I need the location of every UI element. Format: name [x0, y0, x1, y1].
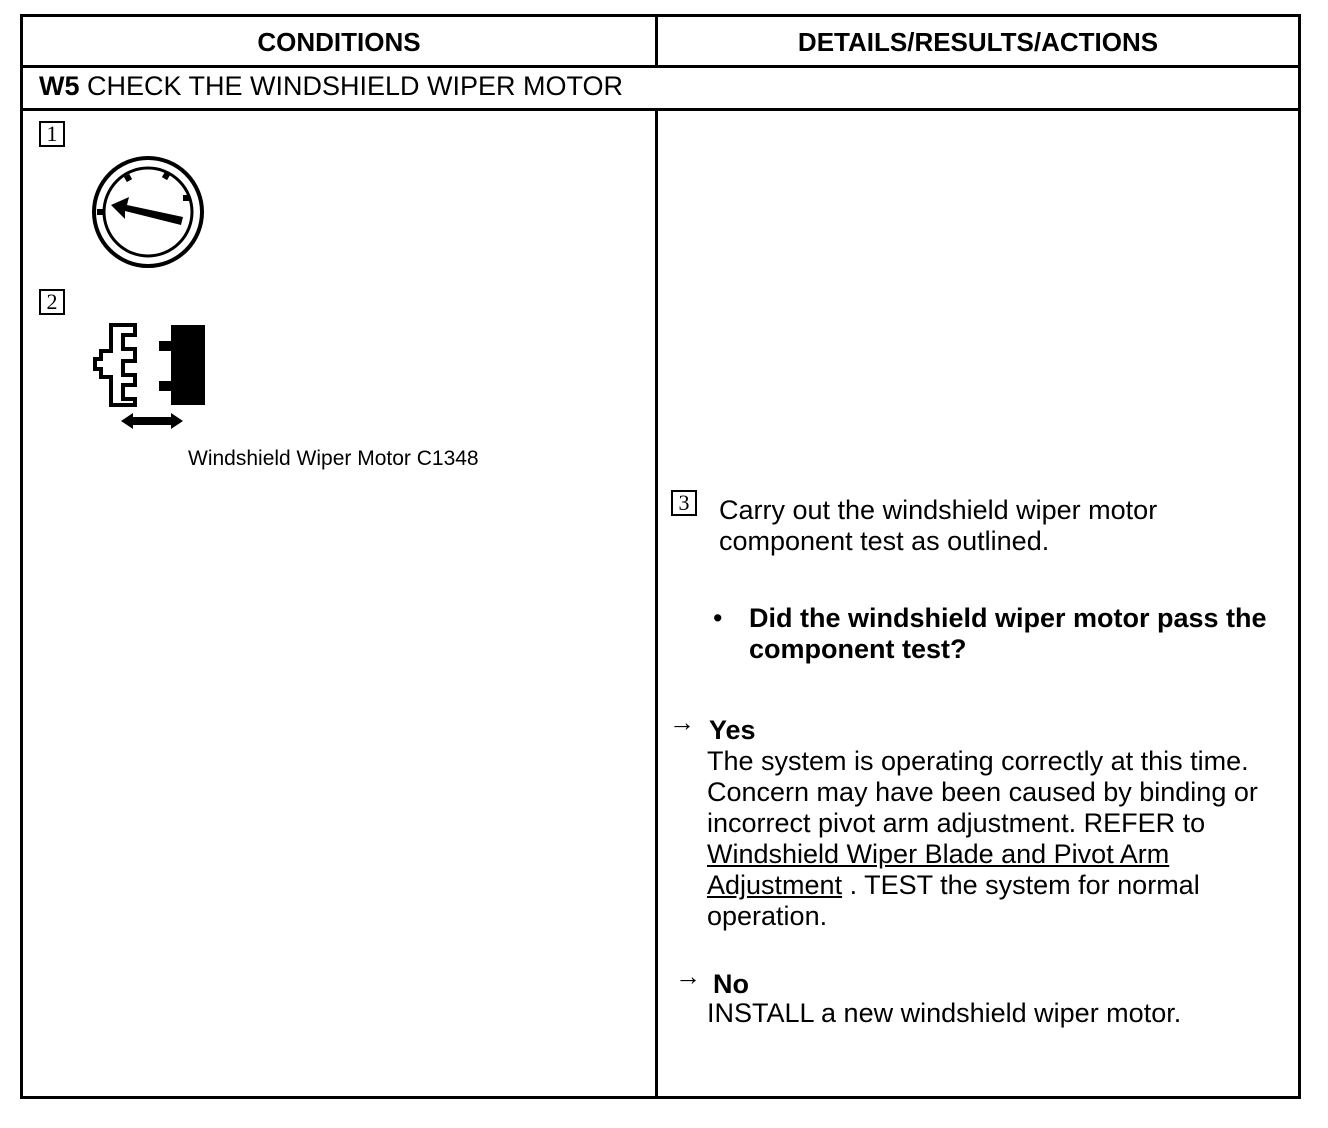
step-title-text: CHECK THE WINDSHIELD WIPER MOTOR	[79, 71, 624, 101]
step-number-box-1: 1	[39, 121, 65, 147]
instruction-text	[719, 495, 1157, 557]
wiper-adjustment-link-cont[interactable]: Adjustment	[707, 870, 843, 900]
question-line-2: component test?	[749, 634, 967, 664]
table-header	[23, 17, 1298, 68]
diagnostic-table	[20, 14, 1301, 1099]
yes-arrow-icon: →	[669, 707, 695, 737]
step-title	[23, 68, 1298, 111]
conditions-header: CONDITIONS	[257, 27, 421, 57]
figure-caption: Windshield Wiper Motor C1348	[188, 447, 479, 470]
instruction-line-1: Carry out the windshield wiper motor	[719, 495, 1158, 525]
wiper-adjustment-link[interactable]: Windshield Wiper Blade and Pivot Arm	[707, 839, 1170, 869]
step-code: W5	[39, 71, 80, 101]
yes-line-1: The system is operating correctly at this time.	[707, 746, 1249, 776]
yes-line-4-rest: . TEST the system for normal	[842, 870, 1200, 900]
connector-disconnect-icon	[89, 321, 209, 433]
yes-line-5: operation.	[707, 901, 828, 931]
column-divider	[655, 111, 658, 1096]
step-number-box-2: 2	[39, 289, 65, 315]
instruction-line-2: component test as outlined.	[719, 526, 1050, 556]
no-arrow-icon: →	[675, 961, 701, 991]
question-line-1: Did the windshield wiper motor pass the	[749, 603, 1267, 633]
question-text	[749, 603, 1267, 665]
ignition-switch-icon	[89, 153, 207, 271]
bullet: •	[713, 603, 723, 633]
yes-line-3: incorrect pivot arm adjustment. REFER to	[707, 808, 1206, 838]
yes-line-2: Concern may have been caused by binding or	[707, 777, 1258, 807]
step-number-box-3: 3	[671, 490, 697, 516]
no-label: No	[713, 969, 749, 999]
details-header: DETAILS/RESULTS/ACTIONS	[797, 27, 1159, 57]
yes-result-text	[707, 746, 1258, 932]
yes-label: Yes	[709, 715, 756, 745]
no-result-text: INSTALL a new windshield wiper motor.	[707, 998, 1182, 1028]
